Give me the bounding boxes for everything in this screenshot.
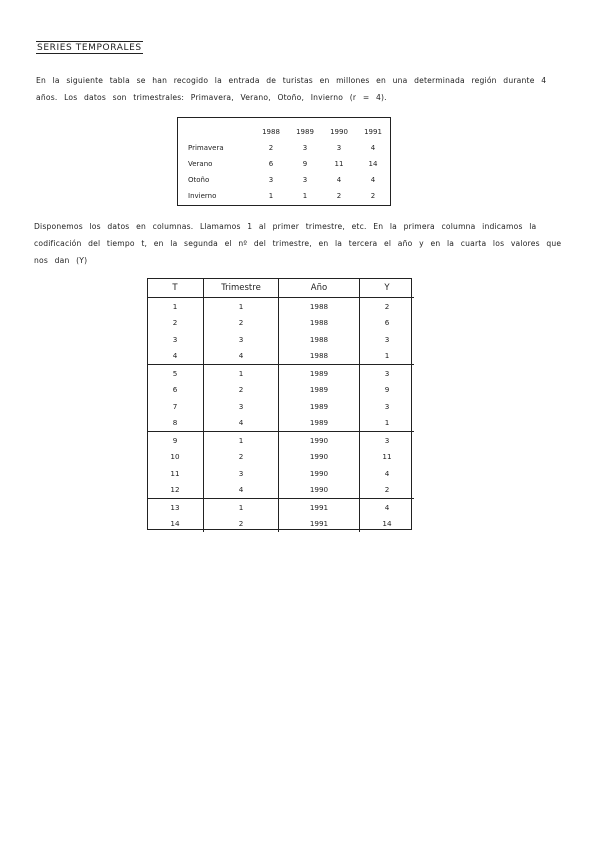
cell-trimestre: 1 — [204, 499, 279, 516]
cell-y: 6 — [360, 315, 415, 332]
cell-trimestre: 1 — [204, 365, 279, 382]
cell-y: 9 — [360, 382, 415, 399]
cell-trimestre: 2 — [204, 315, 279, 332]
column-header-trimestre: Trimestre — [204, 278, 279, 298]
table-row — [147, 315, 414, 332]
cell-trimestre: 4 — [204, 482, 279, 499]
table-cell: 14 — [368, 160, 378, 168]
year-header: 1989 — [296, 128, 314, 136]
cell-y: 4 — [360, 465, 415, 482]
explanation-paragraph: Disponemos los datos en columnas. Llamamos 1 al primer trimestre, etc. En la primera columna indicamos la codificación del tiempo t, en la segunda el nº del trimestre, en la tercera el año y en la cuarta los valores que nos dan (Y) — [34, 222, 562, 265]
cell-y: 1 — [360, 348, 415, 365]
cell-ano: 1990 — [279, 482, 360, 499]
cell-trimestre: 1 — [204, 298, 279, 315]
cell-trimestre: 4 — [204, 348, 279, 365]
table-row — [147, 449, 414, 466]
year-header: 1990 — [330, 128, 348, 136]
table-cell: 4 — [370, 144, 376, 152]
column-header-t: T — [147, 278, 204, 298]
cell-trimestre: 2 — [204, 516, 279, 533]
cell-t: 9 — [172, 435, 178, 445]
season-label: Primavera — [188, 144, 224, 152]
cell-t: 13 — [170, 502, 180, 512]
time-series-header-row — [147, 278, 414, 298]
year-header: 1988 — [262, 128, 280, 136]
cell-y: 2 — [360, 482, 415, 499]
cell-y: 3 — [360, 331, 415, 348]
table-cell: 2 — [370, 192, 376, 200]
cell-t: 7 — [172, 401, 178, 411]
table-cell: 1 — [268, 192, 274, 200]
table-row — [147, 331, 414, 348]
cell-t: 14 — [170, 519, 180, 529]
table-cell: 11 — [334, 160, 344, 168]
cell-ano: 1989 — [279, 415, 360, 432]
cell-y: 14 — [360, 516, 415, 533]
quarterly-table-header-row — [184, 124, 390, 140]
column-header-y: Y — [360, 278, 415, 298]
cell-ano: 1990 — [279, 465, 360, 482]
season-label: Otoño — [188, 176, 210, 184]
table-row — [147, 365, 414, 382]
quarterly-table-frame — [177, 117, 391, 206]
intro-paragraph: En la siguiente tabla se han recogido la entrada de turistas en millones en una determinada región durante 4 años. Los datos son trimestrales: Primavera, Verano, Otoño, Invierno (r = 4). — [36, 76, 547, 102]
table-row — [147, 482, 414, 499]
cell-y: 3 — [360, 365, 415, 382]
table-row — [147, 432, 414, 449]
cell-ano: 1990 — [279, 432, 360, 449]
table-row — [184, 188, 390, 204]
cell-ano: 1989 — [279, 398, 360, 415]
cell-ano: 1989 — [279, 382, 360, 399]
table-cell: 3 — [302, 176, 308, 184]
cell-ano: 1991 — [279, 516, 360, 533]
quarterly-table-corner — [184, 124, 254, 140]
table-row — [184, 140, 390, 156]
table-row — [147, 415, 414, 432]
cell-y: 3 — [360, 398, 415, 415]
cell-y: 4 — [360, 499, 415, 516]
year-header: 1991 — [364, 128, 382, 136]
table-cell: 9 — [302, 160, 308, 168]
table-row — [147, 298, 414, 315]
cell-t: 3 — [172, 334, 178, 344]
table-cell: 3 — [336, 144, 342, 152]
cell-ano: 1990 — [279, 449, 360, 466]
season-label: Invierno — [188, 192, 217, 200]
cell-ano: 1989 — [279, 365, 360, 382]
cell-ano: 1988 — [279, 348, 360, 365]
cell-t: 8 — [147, 415, 204, 432]
cell-trimestre: 3 — [204, 465, 279, 482]
cell-t: 11 — [170, 468, 180, 478]
table-row — [184, 172, 390, 188]
table-row — [147, 499, 414, 516]
cell-trimestre: 4 — [204, 415, 279, 432]
table-row — [147, 398, 414, 415]
table-cell: 2 — [268, 144, 274, 152]
table-cell: 3 — [302, 144, 308, 152]
season-label: Verano — [188, 160, 213, 168]
cell-y: 1 — [360, 415, 415, 432]
table-row — [147, 516, 414, 533]
cell-trimestre: 2 — [204, 449, 279, 466]
cell-t: 4 — [147, 348, 204, 365]
cell-trimestre: 3 — [204, 331, 279, 348]
cell-ano: 1991 — [279, 499, 360, 516]
page-title: SERIES TEMPORALES — [37, 43, 142, 53]
table-row — [147, 465, 414, 482]
cell-t: 6 — [172, 385, 178, 395]
cell-ano: 1988 — [279, 315, 360, 332]
cell-y: 3 — [360, 432, 415, 449]
cell-t: 5 — [172, 368, 178, 378]
table-cell: 4 — [370, 176, 376, 184]
table-row — [147, 382, 414, 399]
cell-y: 2 — [360, 298, 415, 315]
cell-trimestre: 3 — [204, 398, 279, 415]
cell-ano: 1988 — [279, 298, 360, 315]
cell-t: 1 — [172, 301, 178, 311]
cell-trimestre: 2 — [204, 382, 279, 399]
table-cell: 3 — [268, 176, 274, 184]
column-header-ano: Año — [279, 278, 360, 298]
table-cell: 2 — [336, 192, 342, 200]
table-cell: 1 — [302, 192, 308, 200]
cell-t: 12 — [147, 482, 204, 499]
cell-ano: 1988 — [279, 331, 360, 348]
cell-trimestre: 1 — [204, 432, 279, 449]
time-series-table — [147, 278, 414, 532]
quarterly-table — [184, 124, 390, 204]
table-row — [147, 348, 414, 365]
table-row — [184, 156, 390, 172]
cell-t: 2 — [172, 318, 178, 328]
cell-t: 10 — [170, 452, 180, 462]
table-cell: 6 — [268, 160, 274, 168]
table-cell: 4 — [336, 176, 342, 184]
cell-y: 11 — [360, 449, 415, 466]
